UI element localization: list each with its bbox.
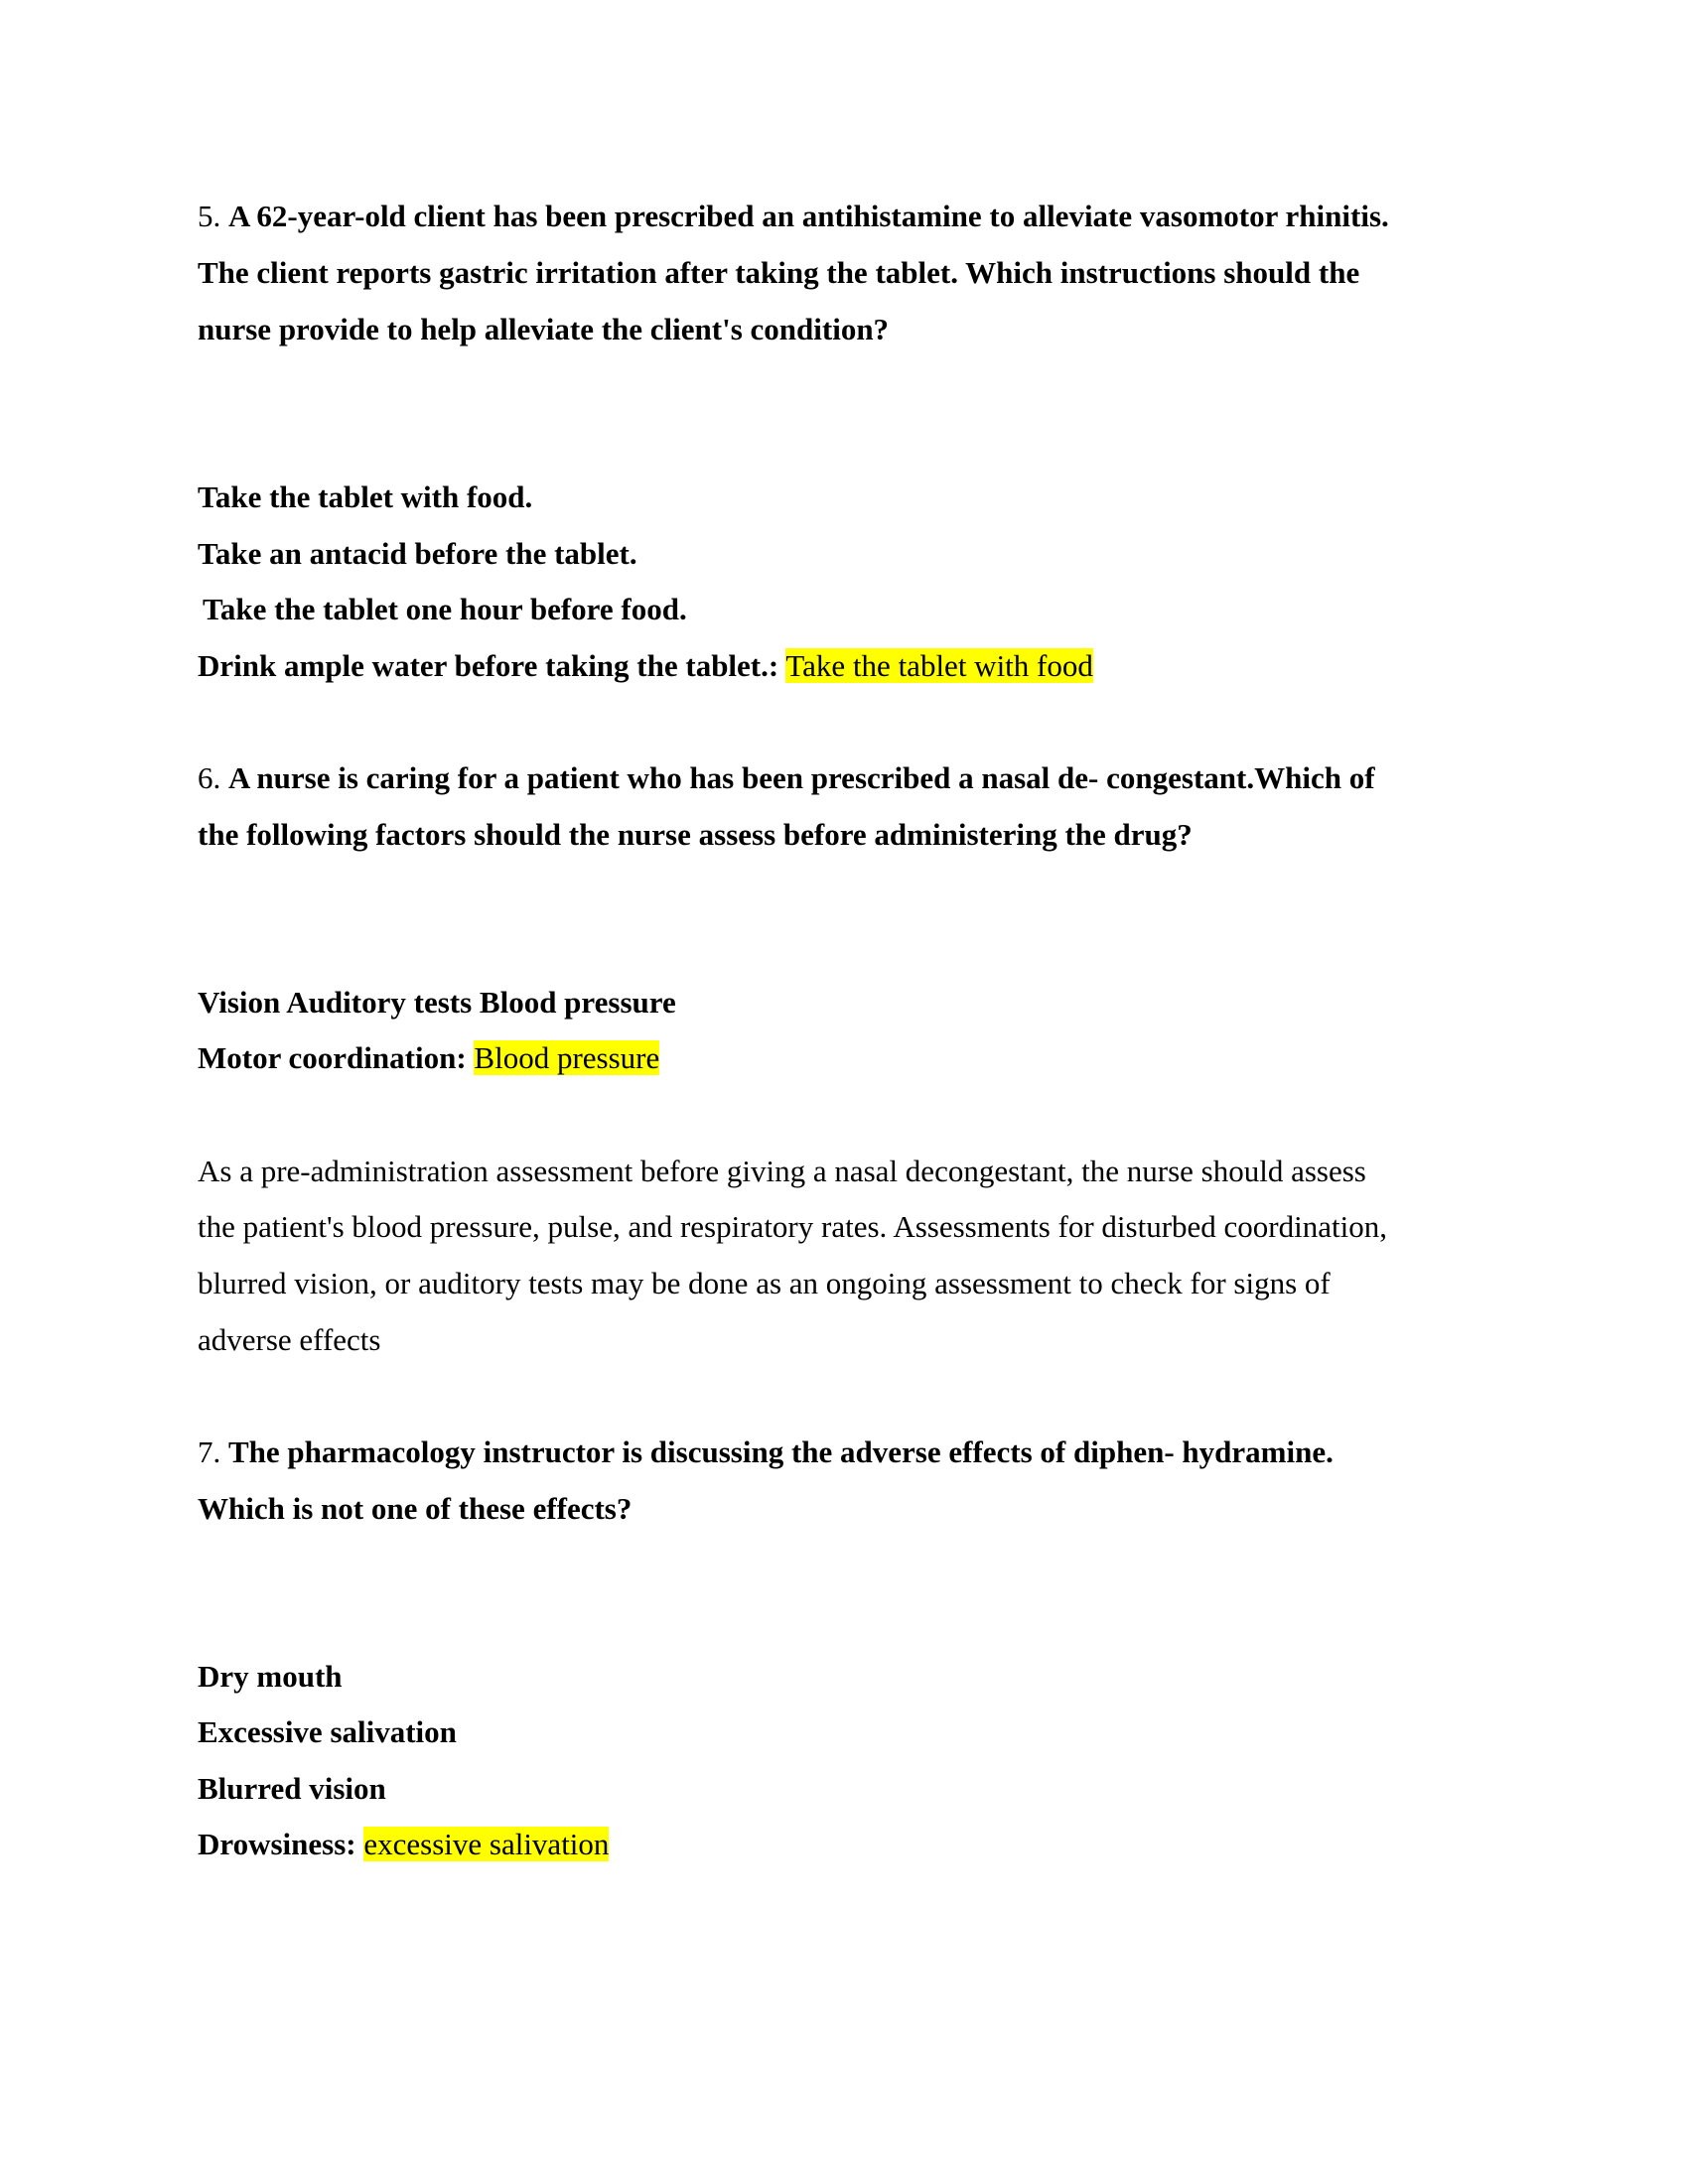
question-5-stem-line-1 <box>198 197 1389 236</box>
question-7-option-4: Drowsiness: <box>198 1827 356 1861</box>
question-6-rationale-line-1: As a pre-administration assessment before giving a nasal decongestant, the nurse should assess <box>198 1154 1366 1188</box>
question-7-option-1: Dry mouth <box>198 1659 343 1694</box>
question-5-answer-highlight: Take the tablet with food <box>785 648 1093 683</box>
question-6-rationale-line-3: blurred vision, or auditory tests may be done as an ongoing assessment to check for signs of <box>198 1266 1331 1300</box>
question-7-stem-line-2: Which is not one of these effects? <box>198 1491 633 1526</box>
question-6-stem-line-2: the following factors should the nurse assess before administering the drug? <box>198 817 1193 852</box>
question-6-stem-text-continued: Which of <box>1254 760 1375 795</box>
question-6-option-1: Vision Auditory tests Blood pressure <box>198 985 676 1020</box>
question-7-stem-line-1 <box>198 1433 1334 1472</box>
question-5-stem-line-2: The client reports gastric irritation after taking the tablet. Which instructions should the <box>198 255 1360 290</box>
question-5-stem-line-3: nurse provide to help alleviate the client's condition? <box>198 312 890 346</box>
question-7-answer-highlight: excessive salivation <box>363 1827 610 1861</box>
question-5-option-3: Take the tablet one hour before food. <box>203 592 687 626</box>
question-6-option-2-line <box>198 1038 659 1078</box>
question-7-option-3: Blurred vision <box>198 1771 386 1806</box>
question-6-stem-text: A nurse is caring for a patient who has been prescribed a nasal de- congestant. <box>228 760 1255 795</box>
question-6-rationale-line-4: adverse effects <box>198 1322 381 1357</box>
question-5-number: 5. <box>198 199 221 233</box>
question-5-option-1: Take the tablet with food. <box>198 479 533 514</box>
question-5-stem-text: A 62-year-old client has been prescribed an antihistamine to alleviate vasomotor rhinitis. <box>228 199 1389 233</box>
question-5-option-4: Drink ample water before taking the tablet.: <box>198 648 779 683</box>
question-7-option-4-line <box>198 1825 609 1864</box>
question-5-option-2: Take an antacid before the tablet. <box>198 536 637 571</box>
question-6-answer-highlight: Blood pressure <box>474 1040 660 1075</box>
question-7-number: 7. <box>198 1434 221 1469</box>
question-7-option-2: Excessive salivation <box>198 1714 457 1749</box>
question-6-option-2: Motor coordination: <box>198 1040 467 1075</box>
question-7-stem-text: The pharmacology instructor is discussing the adverse effects of diphen- hydramine. <box>228 1434 1334 1469</box>
question-6-rationale-line-2: the patient's blood pressure, pulse, and respiratory rates. Assessments for disturbed coordination, <box>198 1209 1387 1244</box>
question-6-stem-line-1 <box>198 758 1375 798</box>
question-6-number: 6. <box>198 760 221 795</box>
question-5-option-4-line <box>198 646 1093 686</box>
